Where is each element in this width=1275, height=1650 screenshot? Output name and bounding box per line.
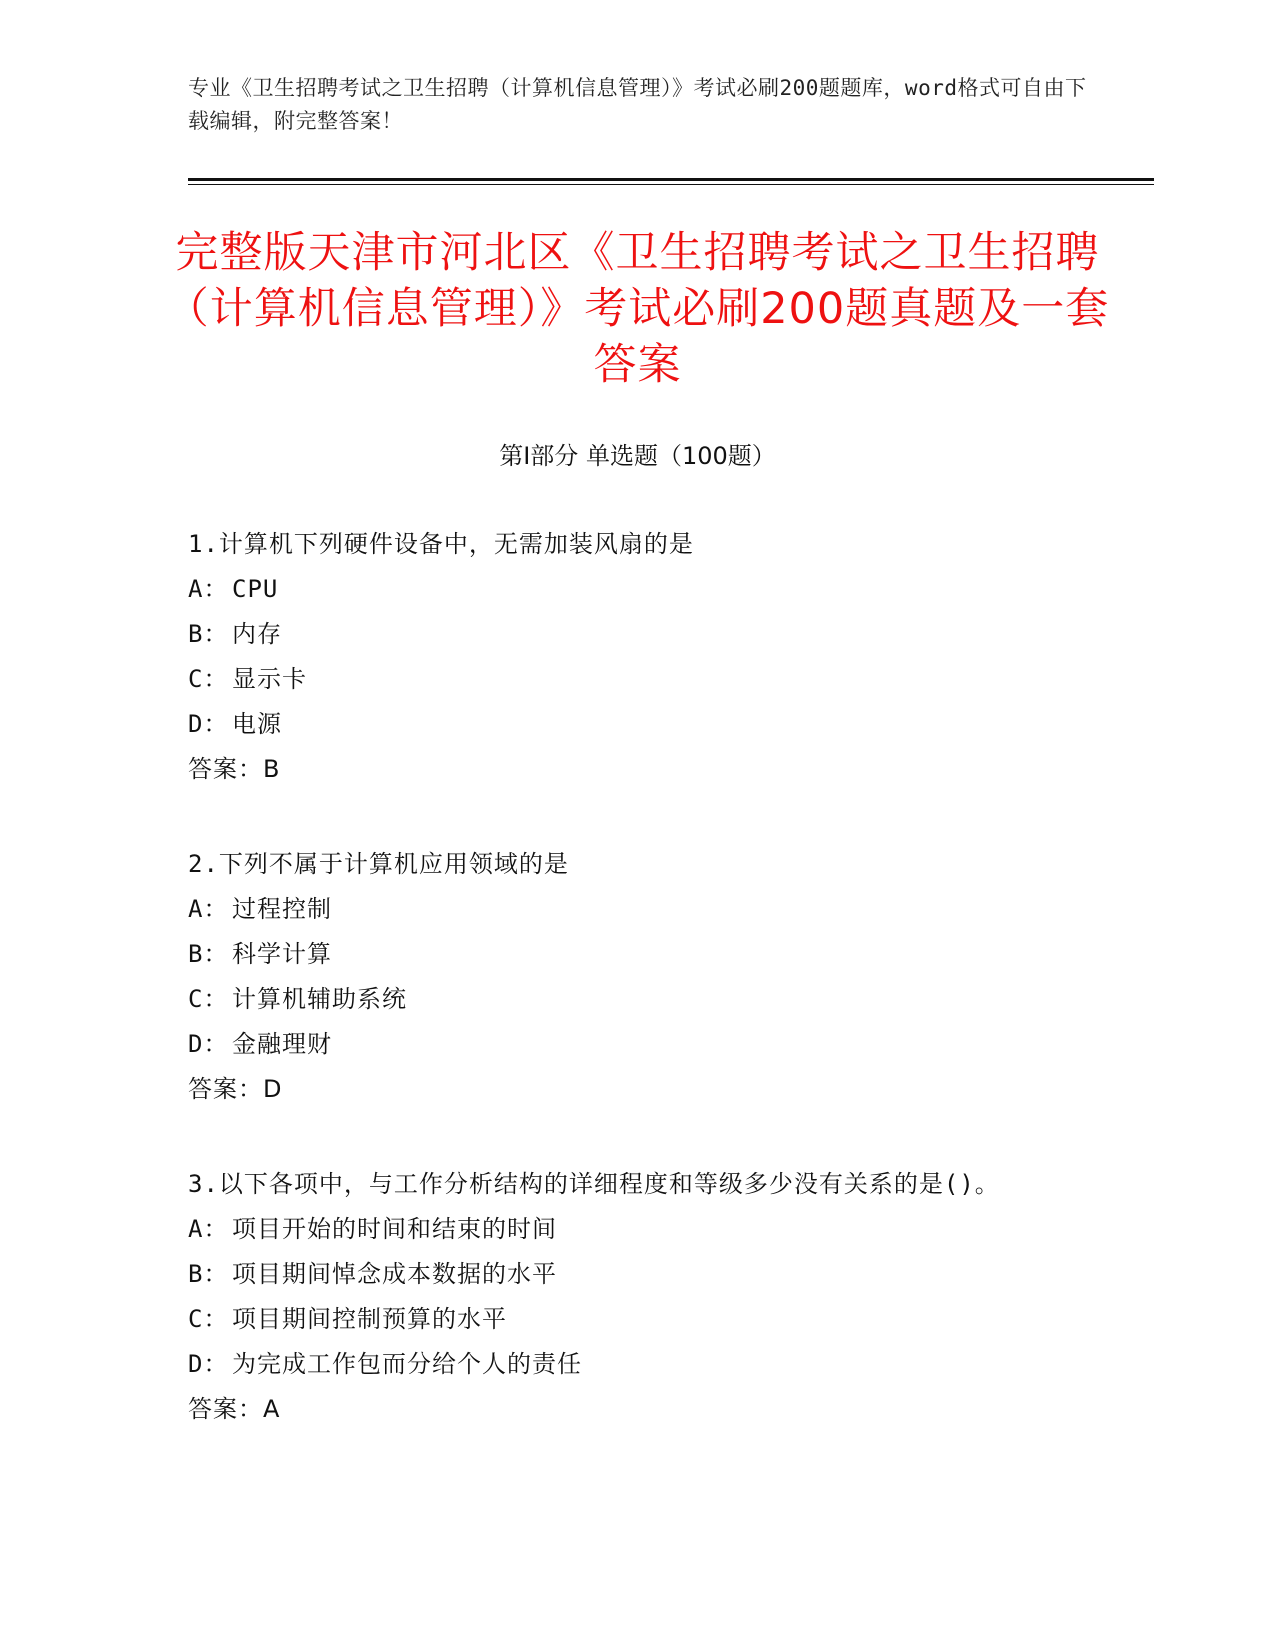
question-stem: 1.计算机下列硬件设备中，无需加装风扇的是 bbox=[188, 530, 694, 558]
answer-line: 答案：A bbox=[188, 1395, 281, 1423]
option-a bbox=[188, 887, 1088, 932]
option-b bbox=[188, 1252, 1088, 1297]
option-b bbox=[188, 932, 1088, 977]
option-key: C： bbox=[188, 665, 229, 693]
section-title: 第I部分 单选题（100题） bbox=[499, 442, 776, 470]
option-d bbox=[188, 1342, 1088, 1387]
option-key: A： bbox=[188, 1215, 229, 1243]
option-text: 项目期间悼念成本数据的水平 bbox=[232, 1260, 557, 1288]
option-a bbox=[188, 567, 1088, 612]
option-text: CPU bbox=[232, 575, 279, 603]
option-text: 内存 bbox=[232, 620, 282, 648]
option-a bbox=[188, 1207, 1088, 1252]
option-b bbox=[188, 612, 1088, 657]
option-d bbox=[188, 1022, 1088, 1067]
option-key: A： bbox=[188, 575, 229, 603]
question-block bbox=[188, 522, 1088, 792]
header-divider-thick bbox=[188, 178, 1154, 181]
option-d bbox=[188, 702, 1088, 747]
question-stem: 3.以下各项中，与工作分析结构的详细程度和等级多少没有关系的是()。 bbox=[188, 1170, 1000, 1198]
option-text: 项目开始的时间和结束的时间 bbox=[232, 1215, 557, 1243]
option-text: 项目期间控制预算的水平 bbox=[232, 1305, 507, 1333]
option-key: D： bbox=[188, 1030, 229, 1058]
option-key: A： bbox=[188, 895, 229, 923]
option-key: B： bbox=[188, 940, 229, 968]
option-text: 过程控制 bbox=[232, 895, 332, 923]
option-key: B： bbox=[188, 620, 229, 648]
option-text: 电源 bbox=[232, 710, 282, 738]
answer-line: 答案：D bbox=[188, 1075, 283, 1103]
option-key: B： bbox=[188, 1260, 229, 1288]
option-text: 为完成工作包而分给个人的责任 bbox=[232, 1350, 582, 1378]
option-c bbox=[188, 977, 1088, 1022]
question-block bbox=[188, 1162, 1088, 1432]
option-c bbox=[188, 657, 1088, 702]
question-stem: 2.下列不属于计算机应用领域的是 bbox=[188, 850, 569, 878]
question-block bbox=[188, 842, 1088, 1112]
option-c bbox=[188, 1297, 1088, 1342]
document-title: 完整版天津市河北区《卫生招聘考试之卫生招聘（计算机信息管理）》考试必刷200题真题及一套答案 bbox=[165, 228, 1110, 390]
option-text: 计算机辅助系统 bbox=[232, 985, 407, 1013]
option-text: 科学计算 bbox=[232, 940, 332, 968]
option-text: 金融理财 bbox=[232, 1030, 332, 1058]
header-note: 专业《卫生招聘考试之卫生招聘（计算机信息管理）》考试必刷200题题库，word格式可自由下载编辑，附完整答案！ bbox=[188, 76, 1087, 133]
answer-line: 答案：B bbox=[188, 755, 281, 783]
header-divider-thin bbox=[188, 184, 1154, 185]
option-key: D： bbox=[188, 710, 229, 738]
option-key: C： bbox=[188, 985, 229, 1013]
option-text: 显示卡 bbox=[232, 665, 307, 693]
option-key: D： bbox=[188, 1350, 229, 1378]
option-key: C： bbox=[188, 1305, 229, 1333]
